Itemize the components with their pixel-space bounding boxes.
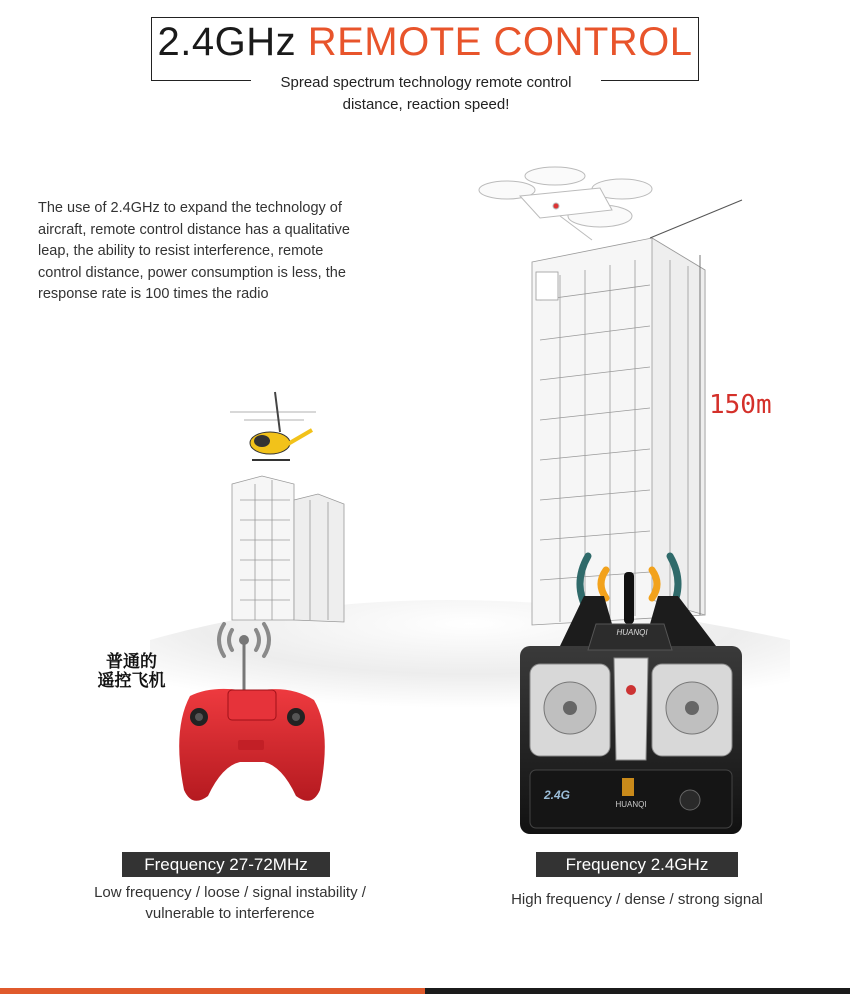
ordinary-label-line-2: 遥控飞机 <box>97 671 166 690</box>
height-label: 150m <box>709 390 772 420</box>
bottom-bar-black <box>425 988 850 994</box>
intro-paragraph <box>38 198 398 306</box>
intro-line-1: The use of 2.4GHz to expand the technology of <box>38 200 342 216</box>
intro-line-5: response rate is 100 times the radio <box>38 286 269 302</box>
red-controller <box>179 689 325 801</box>
subtitle-line-2: distance, reaction speed! <box>342 96 510 113</box>
frequency-badge-right: Frequency 2.4GHz <box>536 852 738 877</box>
tall-building <box>532 238 705 625</box>
intro-line-3: leap, the ability to resist interference, remote <box>38 243 324 259</box>
small-buildings <box>232 476 344 622</box>
frequency-badge-left: Frequency 27-72MHz <box>122 852 330 877</box>
ordinary-rc-label <box>84 652 179 690</box>
drone <box>479 167 652 240</box>
frequency-desc-left <box>70 882 390 924</box>
frequency-desc-right: High frequency / dense / strong signal <box>511 891 763 908</box>
controller-brand-top: HUANQI <box>616 628 648 637</box>
intro-line-2: aircraft, remote control distance has a qualitative <box>38 221 350 238</box>
ordinary-label-line-1: 普通的 <box>106 652 157 671</box>
title-part-1: 2.4GHz <box>157 20 297 64</box>
subtitle <box>251 72 601 116</box>
page-title <box>151 20 699 65</box>
intro-line-4: control distance, power consumption is less, the <box>38 264 346 281</box>
bottom-bar-orange <box>0 988 425 994</box>
subtitle-line-1: Spread spectrum technology remote control <box>280 74 572 91</box>
title-part-2: REMOTE CONTROL <box>307 20 693 64</box>
controller-badge: 2.4G <box>544 788 571 802</box>
controller-brand-bottom: HUANQI <box>615 800 647 809</box>
desc-left-line-2: vulnerable to interference <box>145 905 315 922</box>
desc-left-line-1: Low frequency / loose / signal instability / <box>94 884 366 901</box>
helicopter <box>230 392 316 460</box>
